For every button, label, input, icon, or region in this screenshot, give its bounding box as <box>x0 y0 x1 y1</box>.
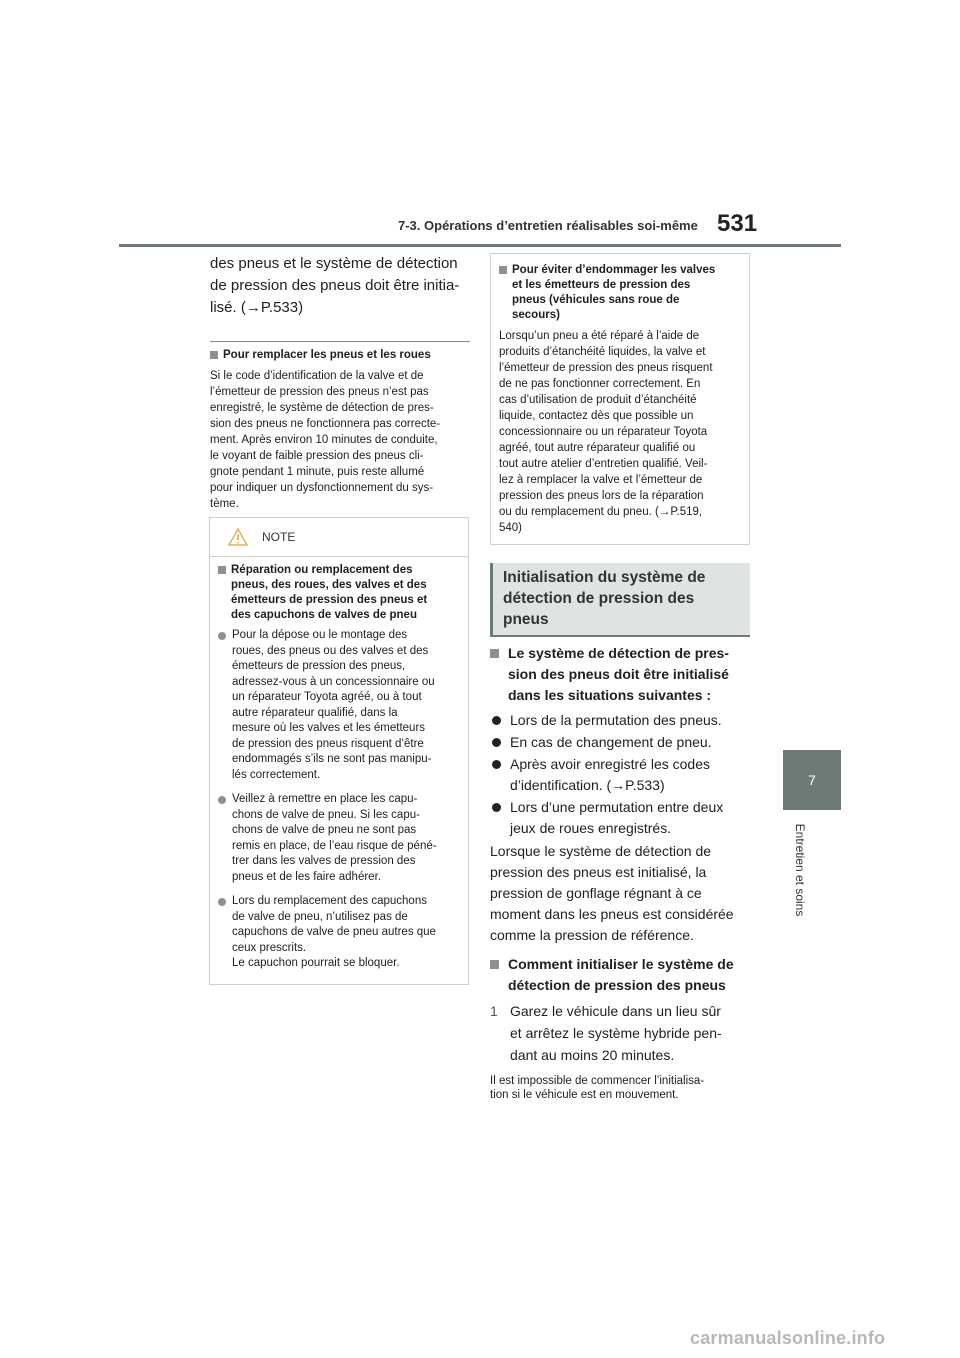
square-bullet-icon <box>499 266 507 274</box>
note-header <box>210 518 468 557</box>
how-heading: Comment initialiser le système de détection de pression des pneus <box>490 954 752 996</box>
list-item: Lors de la permutation des pneus. <box>490 710 752 731</box>
list-item: Lors d’une permutation entre deux jeux de roues enregistrés. <box>490 797 752 839</box>
left-column <box>210 253 470 512</box>
round-bullet-icon <box>492 738 501 747</box>
subsection-rule <box>210 341 470 342</box>
round-bullet-icon <box>492 716 501 725</box>
note-heading: Réparation ou remplacement des pneus, des roues, des valves et des émetteurs de pression des pneus et des capuchons de valves de pneu <box>218 563 458 623</box>
square-bullet-icon <box>210 351 218 359</box>
note-item: Pour la dépose ou le montage des roues, des pneus ou des valves et des émetteurs de pression des pneus, adressez-vous à un concessionnaire ou un réparateur Toyota agréé, ou à tout autre réparateur qualifié, dans la mesure où les valves et les émetteurs de pression des pneus risquent d’être endommagés s’ils ne sont pas manipu- lés correctement. <box>218 628 458 783</box>
step-1: 1 Garez le véhicule dans un lieu sûr et arrêtez le système hybride pen- dant au moins 20 minutes. <box>490 1000 752 1066</box>
replace-heading: Pour remplacer les pneus et les roues <box>210 348 470 363</box>
intro-line: des pneus et le système de détection <box>210 255 458 272</box>
round-bullet-icon <box>218 632 226 640</box>
intro-line: lisé. (→P.533) <box>210 299 304 316</box>
round-bullet-icon <box>492 760 501 769</box>
header-rule <box>119 244 841 247</box>
page-number: 531 <box>717 210 758 237</box>
watermark: carmanualsonline.info <box>690 1328 886 1348</box>
round-bullet-icon <box>218 796 226 804</box>
initialisation-content <box>490 643 752 1102</box>
list-item: En cas de changement de pneu. <box>490 732 752 753</box>
note-item: Lors du remplacement des capuchons de valve de pneu, n’utilisez pas de capuchons de valve de pneu autres que ceux prescrits. Le capuchon pourrait se bloquer. <box>218 894 458 972</box>
caution-heading: Pour éviter d’endommager les valves et les émetteurs de pression des pneus (véhicules sans roue de secours) <box>499 263 741 323</box>
round-bullet-icon <box>492 803 501 812</box>
right-column <box>490 253 750 545</box>
list-item: Après avoir enregistré les codes d’identification. (→P.533) <box>490 754 752 796</box>
round-bullet-icon <box>218 898 226 906</box>
caution-body: Lorsqu’un pneu a été réparé à l’aide de produits d’étanchéité liquides, la valve et l’émetteur de pression des pneus risquent de ne pas fonctionner correctement. En cas d’utilisation de produit d’étanchéité liquide, contactez dès que possible un concessionnaire ou un réparateur Toyota agréé, tout autre réparateur qualifié ou tout autre atelier d’entretien qualifié. Veil- lez à remplacer la valve et l’émetteur de pression des pneus lors de la réparation ou du remplacement du pneu. (→P.519, 540) <box>499 330 713 534</box>
chapter-tab: 7 <box>783 750 841 810</box>
replace-body: Si le code d’identification de la valve et de l’émetteur de pression des pneus n’est pas enregistré, le système de détection de pres- sion des pneus ne fonctionnera pas correcte- ment. Après environ 10 minutes de conduite, le voyant de faible pression des pneus cli- gnote pendant 1 minute, puis reste allumé pour indiquer un dysfonctionnement du sys- tème. <box>210 370 441 510</box>
note-item: Veillez à remettre en place les capu- chons de valve de pneu. Si les capu- chons de valve de pneu ne sont pas remis en place, de l’eau risque de péné- trer dans les valves de pression des pneus et de les faire adhérer. <box>218 792 458 885</box>
square-bullet-icon <box>218 566 226 574</box>
when-heading: Le système de détection de pres- sion des pneus doit être initialisé dans les situations suivantes : <box>490 643 752 706</box>
caution-box <box>490 253 750 545</box>
note-box <box>209 517 469 985</box>
note-title: NOTE <box>262 530 296 544</box>
step-number: 1 <box>490 1003 498 1019</box>
square-bullet-icon <box>490 649 499 658</box>
fine-print: Il est impossible de commencer l’initialisa- tion si le véhicule est en mouvement. <box>490 1075 705 1101</box>
section-header-title: 7-3. Opérations d’entretien réalisables soi-même <box>398 218 698 233</box>
section-title: Initialisation du système de détection de pression des pneus <box>490 563 750 637</box>
intro-line: de pression des pneus doit être initia- <box>210 277 460 294</box>
square-bullet-icon <box>490 960 499 969</box>
chapter-label: Entretien et soins <box>793 823 807 917</box>
warning-triangle-icon <box>228 528 248 546</box>
reference-paragraph: Lorsque le système de détection de pression des pneus est initialisé, la pression de gonflage régnant à ce moment dans les pneus est considérée comme la pression de référence. <box>490 843 734 943</box>
